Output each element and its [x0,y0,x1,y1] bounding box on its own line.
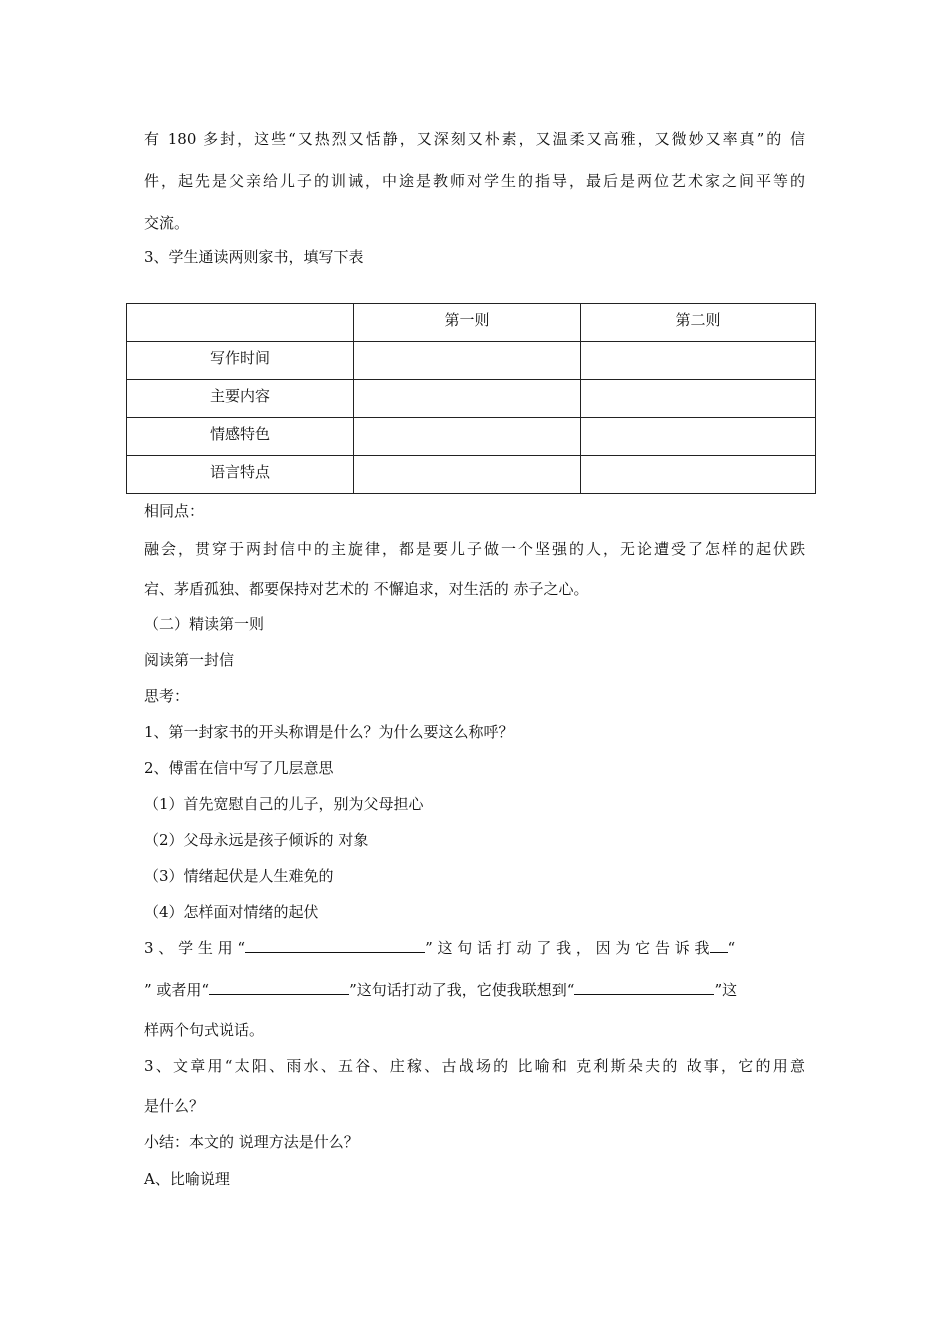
table-cell [354,342,581,380]
same-points-label: 相同点： [144,502,205,520]
section-2-heading: （二）精读第一则 [144,615,265,633]
question-3-line-3: 样两个句式说话。 [144,1021,265,1039]
table-cell [581,418,816,456]
question-3-line-2 [144,979,737,1000]
q3b-mid: ”这句话打动了我，它使我联想到“ [349,981,575,999]
question-1: 1、第一封家书的开头称谓是什么？为什么要这么称呼？ [144,723,514,741]
point-2: （2）父母永远是孩子倾诉的 对象 [144,831,369,849]
q3b-end: ”这 [714,981,738,999]
summary-question: 小结：本文的 说理方法是什么？ [144,1133,359,1151]
q3b-start: ” 或者用“ [144,981,210,999]
point-3: （3）情绪起伏是人生难免的 [144,867,334,885]
fill-blank-3[interactable] [209,979,349,995]
table-cell [354,418,581,456]
question-2: 2、傅雷在信中写了几层意思 [144,759,334,777]
table-row [127,456,816,494]
table-header-row [127,304,816,342]
option-a: A、比喻说理 [144,1170,230,1188]
table-header-cell [127,304,354,342]
fill-blank-2[interactable] [710,937,728,953]
intro-line-1: 有 180 多封，这些“又热烈又恬静，又深刻又朴素，又温柔又高雅，又微妙又率真”的 信 [144,130,805,148]
intro-line-2: 件，起先是父亲给儿子的训诫，中途是教师对学生的指导，最后是两位艺术家之间平等的 [144,172,805,190]
q3-start: 3 、 学 生 用 “ [144,939,246,957]
question-4-line-2: 是什么？ [144,1097,205,1115]
merge-line-2: 宕、茅盾孤独、都要保持对艺术的 不懈追求，对生活的 赤子之心。 [144,580,589,598]
point-4: （4）怎样面对情绪的起伏 [144,903,319,921]
comparison-table [126,303,816,494]
task-3-heading: 3、学生通读两则家书，填写下表 [144,248,364,266]
row-label: 情感特色 [127,418,354,456]
fill-blank-1[interactable] [245,937,425,953]
row-label: 主要内容 [127,380,354,418]
table-row [127,380,816,418]
q3-end: “ [727,939,736,957]
table-cell [581,380,816,418]
intro-line-3: 交流。 [144,214,190,232]
point-1: （1）首先宽慰自己的儿子，别为父母担心 [144,795,424,813]
table-cell [354,380,581,418]
table-cell [581,342,816,380]
question-4-line-1: 3、文章用“太阳、雨水、五谷、庄稼、古战场的 比喻和 克利斯朵夫的 故事，它的用意 [144,1057,805,1075]
q3-mid: ” 这 句 话 打 动 了 我 ， 因 为 它 告 诉 我 [425,939,710,957]
row-label: 写作时间 [127,342,354,380]
table-cell [354,456,581,494]
think-label: 思考： [144,687,190,705]
table-row [127,418,816,456]
table-cell [581,456,816,494]
table-row [127,342,816,380]
table-header-cell: 第二则 [581,304,816,342]
merge-line-1: 融会，贯穿于两封信中的主旋律，都是要儿子做一个坚强的人，无论遭受了怎样的起伏跌 [144,540,805,558]
row-label: 语言特点 [127,456,354,494]
read-first-letter: 阅读第一封信 [144,651,235,669]
question-3-line-1 [144,937,735,958]
table-header-cell: 第一则 [354,304,581,342]
fill-blank-4[interactable] [574,979,714,995]
